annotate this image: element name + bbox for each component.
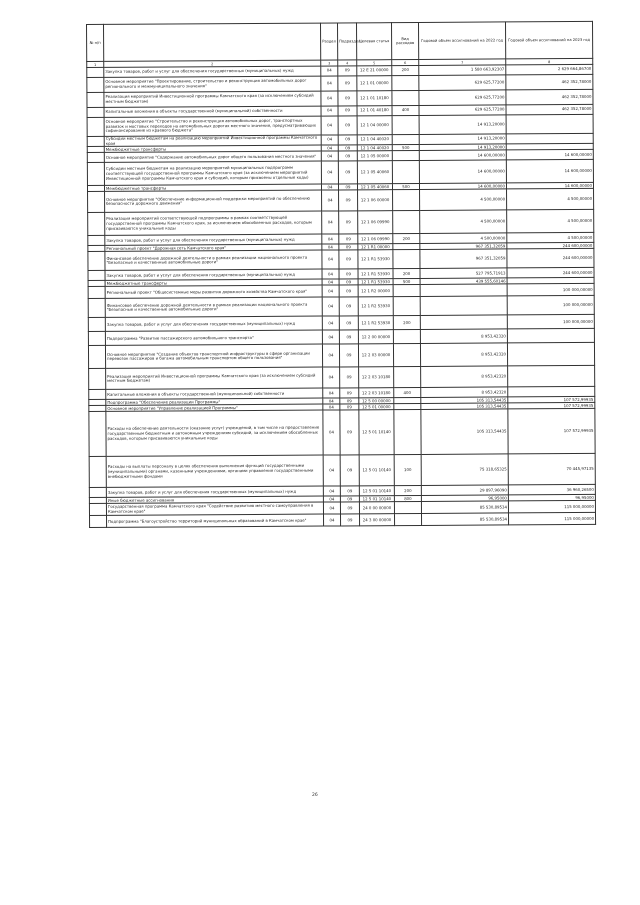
row-name-cell: Подпрограмма "Благоустройство территорий муниципальных образований в Камчатском крае" [107,514,324,527]
row-subsection-cell: 09 [340,486,359,496]
col-index: 4 [338,60,357,66]
row-amount-2022-cell: 629 625,77200 [419,90,506,106]
row-target-cell: 24 0 00 00000 [359,502,394,514]
row-expense-cell [392,115,419,134]
row-amount-2023-cell: 96,95000 [508,495,595,502]
row-section-cell: 04 [324,514,341,526]
row-amount-2023-cell: 115 000,00000 [508,501,595,514]
row-subsection-cell: 09 [339,297,358,316]
row-amount-2022-cell: 14 913,20000 [419,144,506,151]
row-amount-2022-cell: 105 313,54435 [421,409,508,455]
row-subsection-cell: 09 [338,76,357,91]
row-section-cell: 04 [323,398,340,404]
row-amount-2022-cell: 8 953,42320 [421,366,508,388]
row-subsection-cell: 09 [340,502,359,514]
row-amount-2022-cell: 14 913,20000 [419,115,506,135]
row-name-cell: Межбюджетные трансферты [105,279,322,286]
row-section-cell: 04 [322,330,339,344]
row-name-cell: Основное мероприятие "Проектирование, строительство и реконструкция автомобильных дорог регионального и межмуниципального значения" [104,76,321,92]
row-subsection-cell: 09 [339,316,358,330]
row-amount-2023-cell: 244 600,00000 [507,249,594,269]
col-index: 3 [321,60,338,66]
row-amount-2022-cell: 14 600,00000 [419,150,506,161]
row-amount-2022-cell: 527 795,71913 [420,268,507,279]
col-name-header [104,23,321,61]
row-amount-2023-cell: 462 352,78000 [506,74,593,90]
row-expense-cell [393,190,420,211]
row-expense-cell [392,161,419,184]
col-expense-header: Вид расходов [391,22,418,59]
row-name-cell: Межбюджетные трансферты [104,145,321,152]
row-number-cell [89,488,106,498]
row-amount-2022-cell: 14 600,00000 [419,183,506,190]
row-section-cell: 04 [322,279,339,285]
table-row [88,343,594,369]
row-amount-2023-cell: 70 445,97135 [508,454,595,486]
row-name-cell: Реализация мероприятий Инвестиционной программы Камчатского края (за исключением субсидий местным бюджетам) [106,367,323,389]
row-subsection-cell: 09 [338,151,357,161]
col-number-header: № п/п [87,24,104,61]
row-amount-2022-cell: 96,95000 [421,495,508,502]
budget-table [86,21,596,528]
col-subsection-header: Подраздел [337,23,356,60]
row-subsection-cell: 09 [340,410,359,455]
row-expense-cell: 800 [394,496,421,502]
row-amount-2023-cell: 100 000,00000 [507,284,594,297]
row-subsection-cell: 09 [339,269,358,279]
row-target-cell: 24 3 00 00000 [359,514,394,526]
row-subsection-cell: 09 [338,66,357,76]
row-target-cell: 12 1 04 00000 [357,116,392,135]
row-target-cell: 12 5 01 00000 [359,404,394,410]
row-name-cell: Подпрограмма "Обеспечение реализации Программы" [106,398,323,405]
row-expense-cell: 500 [392,184,419,190]
row-target-cell: 12 5 00 00000 [359,398,394,404]
row-expense-cell [393,250,420,269]
col-index: 8 [506,58,593,65]
row-name-cell: Субсидии местным бюджетам на реализацию мероприятий Инвестиционной программы Камчатского края [104,135,321,147]
row-expense-cell: 200 [393,269,420,279]
row-amount-2023-cell: 462 352,78000 [506,89,593,105]
table-row [87,160,593,186]
row-target-cell: 12 1 06 09990 [358,211,393,234]
row-target-cell: 12 1 R2 53930 [358,316,393,330]
row-number-cell [87,153,104,163]
row-name-cell: Иные бюджетные ассигнования [106,496,323,503]
row-number-cell [87,92,104,107]
row-name-cell: Основное мероприятие "Управление реализацией Программы" [106,404,323,411]
row-section-cell: 04 [321,106,338,116]
row-amount-2023-cell: 107 572,99935 [508,403,595,410]
row-subsection-cell: 09 [338,106,357,116]
row-number-cell [88,332,105,346]
row-amount-2023-cell [507,329,594,344]
row-subsection-cell: 09 [340,496,359,502]
row-subsection-cell: 09 [338,161,357,184]
row-number-cell [87,67,104,77]
row-subsection-cell: 09 [339,250,358,269]
row-subsection-cell: 09 [339,211,358,234]
row-amount-2023-cell: 36 960,26500 [508,485,595,496]
row-target-cell: 12 1 06 09990 [358,234,393,244]
row-name-cell: Субсидии местным бюджетам на реализацию мероприятий муниципальных подпрограмм соответствующей государственной программы Камчатского края (за исключением мероприятий Инвестиционной программы Камчатского края и субсидий, которым присвоены отдельные коды) [104,161,321,185]
row-amount-2022-cell: 85 530,89534 [421,501,508,514]
row-amount-2022-cell: 8 953,42320 [421,387,508,398]
row-expense-cell: 200 [393,316,420,330]
row-subsection-cell: 09 [339,244,358,250]
row-name-cell: Основное мероприятие "Содержание автомобильных дорог общего пользования местного значения" [104,151,321,162]
row-target-cell: 12 5 01 10140 [359,496,394,502]
row-target-cell: 12 1 05 00000 [357,151,392,161]
row-amount-2023-cell [508,366,595,388]
row-number-cell [88,236,105,246]
table-row [89,454,595,488]
row-section-cell: 04 [322,211,339,234]
row-amount-2023-cell: 115 000,00000 [508,513,595,526]
row-amount-2022-cell: 14 600,00000 [419,160,506,184]
row-expense-cell: 200 [394,486,421,496]
row-section-cell: 04 [323,404,340,410]
row-section-cell: 04 [322,316,339,330]
row-section-cell: 04 [321,76,338,91]
row-amount-2023-cell: 4 500,00000 [507,189,594,211]
row-amount-2022-cell: 8 953,42320 [420,343,507,367]
col-amount-2023-header: Годовой объем ассигнований на 2023 год [505,21,592,59]
row-section-cell: 04 [323,388,340,398]
row-subsection-cell: 09 [338,135,357,146]
col-index: 7 [419,59,506,66]
row-amount-2022-cell: 967 351,32059 [420,243,507,250]
row-number-cell [89,412,106,457]
row-target-cell: 12 5 01 10140 [359,455,394,486]
row-amount-2022-cell: 629 625,77200 [419,75,506,91]
row-amount-2023-cell: 244 600,00000 [507,243,594,250]
row-amount-2022-cell [420,315,507,330]
row-amount-2022-cell: 4 500,00000 [420,233,507,244]
row-number-cell [87,77,104,92]
row-expense-cell: 400 [392,105,419,115]
row-target-cell: 12 1 04 40020 [357,135,392,146]
row-subsection-cell: 09 [339,279,358,285]
row-name-cell: Расходы на обеспечение деятельности (оказание услуг) учреждений, в том числе на предоставление государственным бюджетным и автономным учреждениям субсидий, за исключением обособленных расходов, которым присваиваются уникальные коды [106,410,323,456]
row-expense-cell [392,90,419,105]
row-number-cell [90,516,107,528]
row-name-cell: Основное мероприятие "Создание объектов транспортной инфраструктуры в сфере организации перевозок пассажиров и багажа автомобильным транспортом общего пользования" [105,344,322,368]
row-number-cell [88,192,105,213]
row-target-cell: 12 2 00 00000 [358,330,393,344]
row-target-cell: 12 1 01 00000 [357,76,392,91]
col-target-header: Целевая статья [356,23,391,60]
row-expense-cell [393,297,420,316]
row-section-cell: 04 [323,486,340,496]
row-subsection-cell: 09 [338,116,357,135]
row-number-cell [87,117,104,136]
row-name-cell: Закупка товаров, работ и услуг для обеспечения государственных (муниципальных) нужд [106,486,323,497]
row-subsection-cell: 09 [339,344,358,367]
row-amount-2022-cell: 4 500,00000 [420,210,507,234]
row-amount-2023-cell [508,387,595,398]
row-amount-2023-cell: 107 572,99935 [508,397,595,404]
row-target-cell: 12 2 03 00000 [358,344,393,367]
row-section-cell: 04 [322,285,339,297]
row-name-cell: Расходы на выплаты персоналу в целях обеспечения выполнения функций государственными (муниципальными) органами, казенными учреждениями, органами управления государственными внебюджетными фондами [106,455,323,487]
row-subsection-cell: 09 [338,184,357,190]
row-section-cell: 04 [323,455,340,486]
row-amount-2023-cell: 100 000,00000 [507,315,594,330]
row-amount-2023-cell: 107 572,99935 [508,409,595,455]
row-section-cell: 04 [321,135,338,146]
row-target-cell: 12 1 R2 00000 [358,285,393,297]
row-target-cell: 12 1 05 40060 [357,161,392,184]
row-target-cell: 12 1 R1 53930 [358,250,393,269]
row-amount-2022-cell: 629 625,77200 [419,105,506,116]
table-body [87,64,596,527]
row-expense-cell [393,285,420,297]
row-target-cell: 12 1 R1 00000 [358,244,393,250]
row-name-cell: Основное мероприятие "Обеспечение информационной поддержки мероприятий по обеспечению безопасности дорожного движения" [105,190,322,212]
row-expense-cell: 200 [392,65,419,75]
row-subsection-cell: 09 [339,285,358,297]
row-subsection-cell: 09 [340,367,359,388]
row-target-cell: 12 1 R1 53930 [358,269,393,279]
row-section-cell: 04 [323,367,340,388]
row-number-cell [88,346,105,369]
row-target-cell: 12 1 01 10180 [357,91,392,106]
row-section-cell: 04 [321,66,338,76]
row-amount-2023-cell: 14 600,00000 [506,183,593,190]
row-amount-2022-cell [420,296,507,316]
row-subsection-cell: 09 [339,330,358,344]
row-amount-2022-cell: 439 555,60146 [420,278,507,285]
row-target-cell: 12 1 R1 53930 [358,279,393,285]
row-expense-cell [394,410,421,455]
row-section-cell: 04 [321,116,338,135]
row-target-cell: 12 5 01 10140 [359,486,394,496]
row-name-cell: Реализация мероприятий Инвестиционной программы Камчатского края (за исключением субсидий местным бюджетам) [104,91,321,107]
row-amount-2022-cell: 4 500,00000 [420,189,507,211]
row-name-cell: Закупка товаров, работ и услуг для обеспечения государственных (муниципальных) нужд [104,66,321,77]
table-header-row [87,21,593,61]
row-name-cell: Закупка товаров, работ и услуг для обеспечения государственных (муниципальных) нужд [105,316,322,331]
row-expense-cell [392,151,419,161]
row-name-cell: Межбюджетные трансферты [104,184,321,191]
row-amount-2022-cell: 8 953,42320 [420,329,507,344]
row-subsection-cell: 09 [340,398,359,404]
row-expense-cell [392,75,419,90]
row-section-cell: 04 [321,91,338,106]
row-number-cell [87,136,104,147]
row-name-cell: Подпрограмма "Развитие пассажирского автомобильного транспорта" [105,330,322,345]
row-expense-cell [394,367,421,388]
row-target-cell: 12 1 05 40060 [357,184,392,190]
row-amount-2023-cell [507,343,594,367]
row-target-cell: 12 Е 21 00000 [357,66,392,76]
row-name-cell: Реализация мероприятий соответствующей подпрограммы в рамках соответствующей государственной программы Камчатского края, за исключением обособленных расходов, которым присваиваются уникальные коды [105,211,322,235]
row-number-cell [88,213,105,236]
row-subsection-cell: 09 [341,514,360,526]
row-number-cell [87,107,104,117]
row-name-cell: Региональный проект "Дорожная сеть Камчатского края" [105,244,322,251]
row-amount-2023-cell: 4 500,00000 [507,210,594,234]
row-number-cell [89,457,106,488]
col-section-header: Раздел [320,23,337,60]
row-amount-2023-cell: 244 600,00000 [507,268,594,279]
row-amount-2022-cell: 85 530,89534 [421,513,508,526]
row-amount-2022-cell: 14 913,20000 [419,134,506,145]
row-section-cell: 04 [321,161,338,184]
row-subsection-cell: 09 [340,404,359,410]
row-target-cell: 12 5 01 10140 [359,410,394,455]
row-amount-2022-cell [420,284,507,297]
row-amount-2022-cell: 75 318,65325 [421,454,508,486]
row-amount-2023-cell [506,114,593,134]
row-subsection-cell: 09 [340,388,359,398]
row-name-cell: Основное мероприятие "Строительство и реконструкция автомобильных дорог, транспортных развязок и мостовых переходов на автомобильных дорогах местного значения, предусматривающих софинансирование из краевого бюджета" [104,116,321,136]
row-amount-2023-cell: 462 352,78000 [506,104,593,115]
row-number-cell [88,271,105,281]
row-expense-cell: 100 [394,455,421,486]
table-row [89,409,595,457]
row-section-cell: 04 [322,190,339,211]
row-subsection-cell: 09 [339,190,358,211]
row-expense-cell [394,502,421,514]
row-name-cell: Капитальные вложения в объекты государственной (муниципальной) собственности [106,388,323,399]
row-section-cell: 04 [323,410,340,455]
table-row [88,210,594,236]
row-name-cell: Капитальные вложения в объекты государственной (муниципальной) собственности [104,106,321,117]
row-expense-cell [392,134,419,145]
row-number-cell [88,287,105,299]
row-name-cell: Финансовое обеспечение дорожной деятельности в рамках реализации национального проекта "Безопасные и качественные автомобильные дороги" [105,250,322,270]
row-target-cell: 12 1 06 00000 [358,190,393,211]
col-index: 2 [104,60,321,67]
row-amount-2022-cell: 105 313,54435 [421,403,508,410]
row-name-cell: Финансовое обеспечение дорожной деятельности в рамках реализации национального проекта "Безопасные и качественные автомобильные дороги" [105,297,322,317]
row-section-cell: 04 [322,344,339,367]
col-amount-2022-header: Годовой объем ассигнований на 2022 год [418,22,505,60]
table-row [90,513,596,528]
row-expense-cell: 200 [393,234,420,244]
row-subsection-cell: 09 [338,145,357,151]
row-amount-2023-cell: 2 629 664,86700 [506,64,593,75]
row-amount-2022-cell: 29 897,96090 [421,485,508,496]
row-expense-cell [393,330,420,344]
col-index: 6 [392,59,419,65]
row-amount-2023-cell [506,133,593,144]
row-section-cell: 04 [322,244,339,250]
col-index: 1 [87,61,104,67]
col-index: 5 [357,60,392,66]
row-amount-2022-cell: 1 580 663,92307 [419,65,506,76]
row-number-cell [89,390,106,400]
row-subsection-cell: 09 [338,91,357,106]
row-section-cell: 04 [323,496,340,502]
row-expense-cell: 500 [393,279,420,285]
row-expense-cell: 500 [392,145,419,151]
row-section-cell: 04 [322,250,339,269]
row-number-cell [88,299,105,318]
row-name-cell: Закупка товаров, работ и услуг для обеспечения государственных (муниципальных) нужд [105,234,322,245]
row-target-cell: 12 1 01 40180 [357,106,392,116]
row-name-cell: Закупка товаров, работ и услуг для обеспечения государственных (муниципальных) нужд [105,269,322,280]
row-amount-2022-cell: 105 313,54435 [421,397,508,404]
row-amount-2023-cell: 4 500,00000 [507,233,594,244]
row-amount-2023-cell: 14 600,00000 [506,160,593,184]
row-expense-cell [393,211,420,234]
row-number-cell [87,163,104,186]
row-subsection-cell: 09 [340,455,359,486]
row-target-cell: 12 1 R2 53930 [358,297,393,316]
row-target-cell: 12 2 03 10180 [359,388,394,398]
row-number-cell [88,318,105,332]
row-number-cell [89,369,106,390]
row-section-cell: 04 [322,234,339,244]
row-amount-2022-cell: 967 351,32059 [420,249,507,269]
row-section-cell: 04 [322,269,339,279]
row-expense-cell [394,514,421,526]
row-section-cell: 04 [322,297,339,316]
row-section-cell: 04 [321,145,338,151]
row-expense-cell [393,344,420,367]
row-number-cell [89,504,106,516]
row-name-cell: Государственная программа Камчатского края "Содействие развитию местного самоуправления в Камчатском крае" [106,502,323,515]
row-name-cell: Региональный проект "Общесистемные меры развития дорожного хозяйства Камчатского края" [105,285,322,298]
row-target-cell: 12 2 03 10180 [359,367,394,388]
page-number: 26 [312,793,318,798]
row-section-cell: 04 [321,184,338,190]
row-target-cell: 12 1 04 40020 [357,145,392,151]
row-amount-2023-cell: 14 600,00000 [506,150,593,161]
row-section-cell: 04 [321,151,338,161]
row-section-cell: 04 [323,502,340,514]
row-expense-cell: 400 [394,388,421,398]
row-number-cell [88,252,105,271]
row-subsection-cell: 09 [339,234,358,244]
row-amount-2023-cell: 100 000,00000 [507,296,594,316]
